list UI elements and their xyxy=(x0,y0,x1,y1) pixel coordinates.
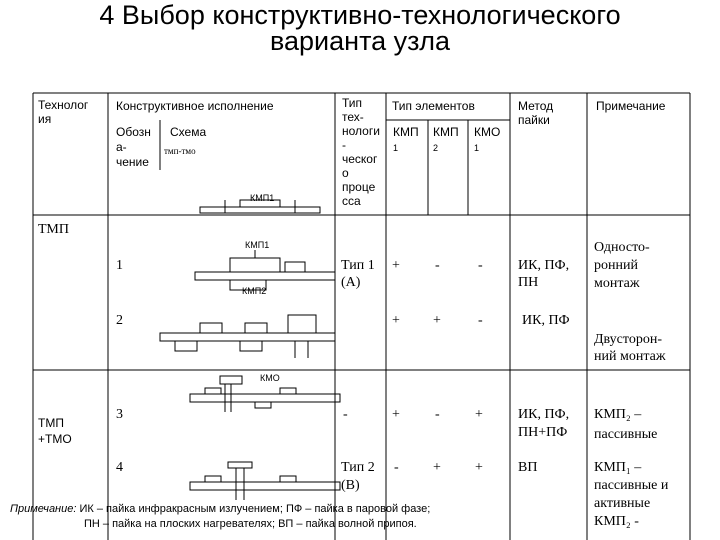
row4-note-4: КМП₂ - xyxy=(594,514,639,529)
footnote-line2: ПН – пайка на плоских нагревателях; ВП – пайка волной припоя. xyxy=(84,518,417,530)
row2-num: 2 xyxy=(116,313,123,328)
header-scheme: Схема xyxy=(170,125,207,139)
header-technology-1: Технолог xyxy=(38,98,89,112)
row3-method-1: ИК, ПФ, xyxy=(518,407,570,422)
label-kmp2: КМП2 xyxy=(242,286,267,296)
row4-method: ВП xyxy=(518,460,538,475)
footnote-label: Примечание: xyxy=(10,503,77,515)
row1-note-1: Односто- xyxy=(594,240,650,255)
label-kmp1-header: КМП1 xyxy=(250,193,275,203)
row3-method-2: ПН+ПФ xyxy=(518,425,568,440)
row3-type: - xyxy=(343,407,348,422)
row3-num: 3 xyxy=(116,407,123,422)
page-title-line2: варианта узла xyxy=(269,26,450,56)
row1-note-3: монтаж xyxy=(594,276,640,291)
row2-kmp1: + xyxy=(392,313,400,328)
header-process-type-5: ческог xyxy=(342,152,378,166)
row2-method: ИК, ПФ xyxy=(522,313,570,328)
row4-kmo: + xyxy=(475,460,483,475)
header-kmo-n: 1 xyxy=(474,143,480,153)
header-process-type-3: нологи xyxy=(342,124,380,138)
group-tmp-tmo-2: +ТМО xyxy=(38,432,72,446)
row1-kmo: - xyxy=(478,258,483,273)
header-kmp2-n: 2 xyxy=(433,143,439,153)
row3-note-1: КМП₂ – xyxy=(594,407,642,422)
header-scheme-caption: тмп-тмо xyxy=(164,146,196,156)
row1-num: 1 xyxy=(116,258,123,273)
header-designation-2: а- xyxy=(116,140,127,154)
row4-type-1: Тип 2 xyxy=(341,460,375,475)
group-tmp-tmo-1: ТМП xyxy=(38,416,64,430)
scheme-row1 xyxy=(195,250,335,290)
header-method-2: пайки xyxy=(518,113,550,127)
header-method-1: Метод xyxy=(518,99,554,113)
scheme-row2 xyxy=(160,315,335,358)
row4-note-3: активные xyxy=(594,496,651,511)
label-kmo: КМО xyxy=(260,373,280,383)
scheme-row4 xyxy=(190,462,340,500)
footnote-line1 xyxy=(10,502,430,516)
row1-kmp2: - xyxy=(435,258,440,273)
row1-note-2: ронний xyxy=(594,258,638,273)
row3-kmp1: + xyxy=(392,407,400,422)
row3-kmp2: - xyxy=(435,407,440,422)
footnote-text1: ИК – пайка инфракрасным излучением; ПФ – пайка в паровой фазе; xyxy=(76,503,431,515)
row3-kmo: + xyxy=(475,407,483,422)
header-element-type: Тип элементов xyxy=(392,99,475,113)
header-process-type-6: о xyxy=(342,166,349,180)
header-kmo: КМО xyxy=(474,125,501,139)
row1-method-2: ПН xyxy=(518,275,539,290)
row1-type-2: (А) xyxy=(341,275,361,290)
row4-kmp2: + xyxy=(433,460,441,475)
row2-note-2: ний монтаж xyxy=(594,349,666,364)
row2-note-1: Двусторон- xyxy=(594,332,662,347)
header-technology-2: ия xyxy=(38,112,52,126)
page-title-line1: 4 Выбор конструктивно-технологического xyxy=(99,0,621,30)
header-note: Примечание xyxy=(596,99,666,113)
header-designation-3: чение xyxy=(116,155,149,169)
header-process-type-8: сса xyxy=(342,194,361,208)
row4-note-1: КМП₁ – xyxy=(594,460,642,475)
row4-num: 4 xyxy=(116,460,123,475)
row2-kmo: - xyxy=(478,313,483,328)
row1-method-1: ИК, ПФ, xyxy=(518,258,570,273)
row1-type-1: Тип 1 xyxy=(341,258,375,273)
label-kmp1-row1: КМП1 xyxy=(245,240,270,250)
header-designation-1: Обозн xyxy=(116,125,151,139)
row2-kmp2: + xyxy=(433,313,441,328)
header-process-type-2: тех- xyxy=(342,110,364,124)
row3-note-2: пассивные xyxy=(594,427,658,442)
header-process-type-4: - xyxy=(342,138,346,152)
row4-type-2: (В) xyxy=(341,478,360,493)
header-process-type-1: Тип xyxy=(342,96,363,110)
header-design: Конструктивное исполнение xyxy=(116,99,274,113)
header-kmp2: КМП xyxy=(433,125,459,139)
row4-note-2: пассивные и xyxy=(594,478,669,493)
row1-kmp1: + xyxy=(392,258,400,273)
row4-kmp1: - xyxy=(394,460,399,475)
header-process-type-7: проце xyxy=(342,180,376,194)
header-kmp1: КМП xyxy=(393,125,419,139)
header-kmp1-n: 1 xyxy=(393,143,399,153)
group-tmp: ТМП xyxy=(38,222,69,237)
